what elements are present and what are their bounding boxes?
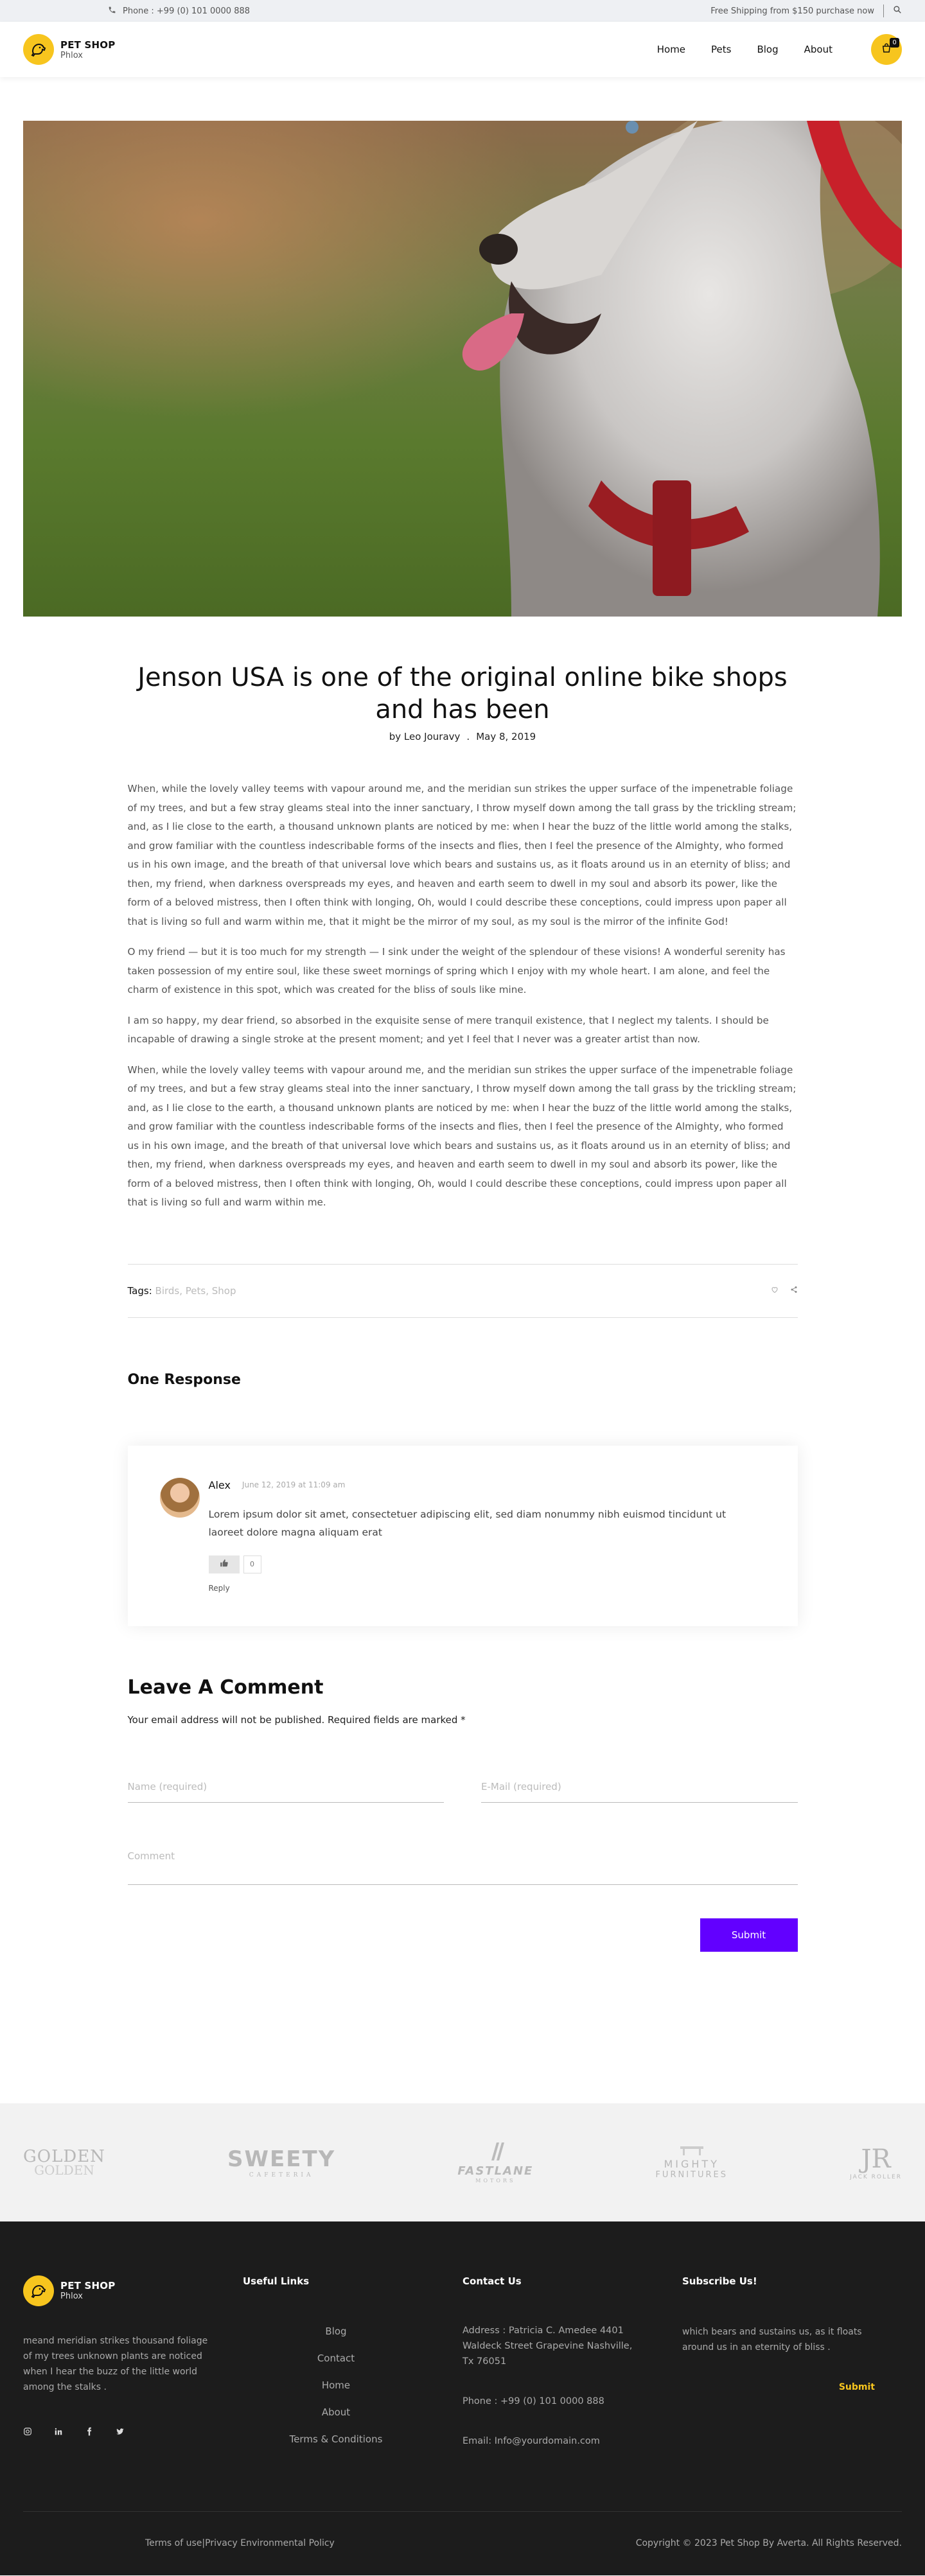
- top-bar: [0, 0, 925, 22]
- brand-logos: [0, 2103, 925, 2221]
- brand-subtitle: MOTORS: [475, 2177, 516, 2184]
- linkedin-icon[interactable]: [54, 2427, 63, 2439]
- brand-subtitle: FURNITURES: [655, 2169, 728, 2180]
- brand-logo[interactable]: [655, 2145, 728, 2180]
- policy-links[interactable]: Terms of use|Privacy Environmental Policy: [145, 2538, 335, 2548]
- comment-text: Lorem ipsum dolor sit amet, consectetuer adipiscing elit, sed diam nonummy nibh euismod tincidunt ut laoreet dolore magna aliquam erat: [208, 1508, 727, 1538]
- footer-link-contact[interactable]: Contact: [317, 2352, 355, 2364]
- leave-comment-title: Leave A Comment: [127, 1676, 324, 1699]
- footer-link-about[interactable]: About: [321, 2406, 351, 2418]
- tags-bar: [128, 1264, 798, 1318]
- thumbs-up-icon: [220, 1558, 229, 1570]
- tag-birds[interactable]: Birds: [155, 1284, 180, 1297]
- divider: [883, 4, 884, 17]
- post-date[interactable]: May 8, 2019: [476, 731, 536, 742]
- brand-logo[interactable]: [457, 2141, 533, 2184]
- dog-logo-icon: [23, 34, 54, 65]
- brand-name: MIGHTY: [664, 2157, 719, 2170]
- submit-button[interactable]: Submit: [700, 1918, 798, 1952]
- footer-link-home[interactable]: Home: [321, 2379, 351, 2391]
- useful-links: [243, 2324, 429, 2446]
- comment-votes: [209, 1555, 761, 1573]
- brand-logo[interactable]: [23, 2147, 105, 2178]
- nav-blog[interactable]: Blog: [757, 44, 779, 55]
- footer-link-blog[interactable]: Blog: [325, 2325, 347, 2337]
- share-icon[interactable]: [790, 1286, 798, 1296]
- subscribe-text: which bears and sustains us, as it floats around us in an eternity of bliss .: [682, 2326, 862, 2353]
- comment-card: [128, 1446, 798, 1626]
- subscribe-title: Subscribe Us!: [682, 2275, 757, 2287]
- post-paragraph: I am so happy, my dear friend, so absorbed in the exquisite sense of mere tranquil existence, that I neglect my talents. I should be incapable of drawing a single stroke at the present moment; and yet I feel that I never was a greater artist than now.: [127, 1014, 769, 1045]
- nav-home[interactable]: Home: [656, 44, 686, 55]
- footer-links-col: [243, 2275, 463, 2473]
- contact-phone: Phone : +99 (0) 101 0000 888: [463, 2396, 604, 2406]
- footer-contact-col: [463, 2275, 682, 2473]
- copyright-text: Copyright © 2023 Pet Shop By Averta. All Rights Reserved.: [635, 2538, 902, 2548]
- brand-name: GOLDEN: [23, 2146, 105, 2166]
- footer-bottom-bar: [23, 2511, 902, 2575]
- contact-address: Address : Patricia C. Amedee 4401 Waldeck Street Grapevine Nashville, Tx 76051: [463, 2325, 633, 2367]
- footer-logo-title: PET SHOP: [60, 2280, 116, 2291]
- brand-logo[interactable]: [227, 2146, 335, 2178]
- social-links: [23, 2427, 243, 2439]
- tag-pets[interactable]: Pets: [185, 1284, 206, 1297]
- brand-name: JR: [861, 2144, 891, 2174]
- post-paragraph: When, while the lovely valley teems with vapour around me, and the meridian sun strikes the upper surface of the impenetrable foliage of my trees, and but a few stray gleams steal into the inner sanctuary, I throw myself down among the tall grass by the trickling stream; and, as I lie close to the earth, a thousand unknown plants are noticed by me: when I hear the buzz of the little world among the stalks, and grow familiar with the countless indescribable forms of the insects and flies, then I feel the presence of the Almighty, who formed us in his own image, and the breath of that universal love which bears and sustains us, as it floats around us in an eternity of bliss; and then, my friend, when darkness overspreads my eyes, and heaven and earth seem to dwell in my soul and absorb its power, like the form of a beloved mistress, then I often think with longing, Oh, would I could describe these conceptions, could impress upon paper all that is living so full and warm within me.: [127, 1064, 797, 1208]
- brand-logo[interactable]: [850, 2144, 902, 2180]
- share-buttons: [771, 1286, 798, 1296]
- facebook-icon[interactable]: [85, 2427, 94, 2439]
- cart-button[interactable]: [871, 34, 902, 65]
- logo-subtitle: Phlox: [60, 50, 83, 60]
- footer-subscribe-col: [682, 2275, 902, 2473]
- cart-count-badge: 0: [890, 38, 899, 48]
- logo-title: PET SHOP: [60, 39, 116, 51]
- name-field[interactable]: Name (required): [128, 1780, 445, 1803]
- nav-pets[interactable]: Pets: [711, 44, 732, 55]
- tag-separator: ,: [179, 1284, 186, 1297]
- contact-email[interactable]: Email: Info@yourdomain.com: [463, 2435, 600, 2446]
- logo[interactable]: [23, 34, 115, 65]
- table-icon: [655, 2145, 728, 2158]
- phone-text: Phone : +99 (0) 101 0000 888: [123, 6, 251, 16]
- instagram-icon[interactable]: [23, 2427, 32, 2439]
- post-author[interactable]: by Leo Jouravy: [389, 731, 461, 742]
- flame-icon: [457, 2141, 533, 2164]
- main-nav: [657, 34, 902, 65]
- site-header: [0, 22, 925, 77]
- meta-separator: .: [466, 731, 470, 742]
- footer-about-text: meand meridian strikes thousand foliage of my trees unknown plants are noticed when I hear the buzz of the little world among the stalks .: [23, 2335, 208, 2392]
- shipping-text: Free Shipping from $150 purchase now: [710, 6, 874, 16]
- contact-title: Contact Us: [463, 2275, 522, 2287]
- footer-about-col: [23, 2275, 243, 2473]
- tag-shop[interactable]: Shop: [211, 1284, 236, 1297]
- post-body: [128, 780, 798, 1213]
- useful-links-title: Useful Links: [243, 2275, 310, 2287]
- required-note: Your email address will not be published. Required fields are marked *: [127, 1713, 466, 1726]
- phone-icon: [108, 6, 116, 17]
- comment-author: Alex: [208, 1478, 231, 1491]
- post-title: Jenson USA is one of the original online bike shops and has been: [137, 663, 788, 724]
- subscribe-submit-button[interactable]: Submit: [838, 2381, 875, 2392]
- tags-label: Tags:: [127, 1284, 152, 1297]
- nav-about[interactable]: About: [804, 44, 833, 55]
- post-paragraph: When, while the lovely valley teems with vapour around me, and the meridian sun strikes the upper surface of the impenetrable foliage of my trees, and but a few stray gleams steal into the inner sanctuary, I throw myself down among the tall grass by the trickling stream; and, as I lie close to the earth, a thousand unknown plants are noticed by me: when I hear the buzz of the little world among the stalks, and grow familiar with the countless indescribable forms of the insects and flies, then I feel the presence of the Almighty, who formed us in his own image, and the breath of that universal love which bears and sustains us, as it floats around us in an eternity of bliss; and then, my friend, when darkness overspreads my eyes, and heaven and earth seem to dwell in my soul and absorb its power, like the form of a beloved mistress, then I often think with longing, Oh, would I could describe these conceptions, could impress upon paper all that is living so full and warm within me, that it might be the mirror of my soul, as my soul is the mirror of the infinite God!: [127, 783, 797, 927]
- responses-title: One Response: [127, 1371, 241, 1388]
- brand-subtitle: JACK ROLLER: [850, 2173, 902, 2180]
- email-field[interactable]: E-Mail (required): [481, 1780, 798, 1803]
- vote-count: 0: [243, 1555, 261, 1573]
- comment-form-row: [128, 1780, 798, 1803]
- twitter-icon[interactable]: [116, 2427, 125, 2439]
- like-button[interactable]: [209, 1555, 240, 1573]
- article: [128, 662, 798, 1952]
- dog-logo-icon: [23, 2275, 54, 2306]
- heart-icon[interactable]: [771, 1286, 779, 1296]
- search-icon[interactable]: [893, 5, 902, 17]
- reply-link[interactable]: Reply: [208, 1583, 230, 1593]
- brand-subtitle: GOLDEN: [34, 2162, 94, 2178]
- comment-date[interactable]: June 12, 2019 at 11:09 am: [242, 1480, 346, 1489]
- hero-image: [23, 121, 902, 617]
- tag-separator: ,: [206, 1284, 212, 1297]
- comment-field[interactable]: Comment: [128, 1850, 798, 1885]
- footer-link-terms[interactable]: Terms & Conditions: [289, 2433, 383, 2445]
- brand-name: FASTLANE: [457, 2164, 534, 2178]
- footer-logo-subtitle: Phlox: [60, 2291, 83, 2301]
- brand-subtitle: CAFETERIA: [249, 2171, 314, 2178]
- site-footer: [0, 2221, 925, 2575]
- post-paragraph: O my friend — but it is too much for my strength — I sink under the weight of the splendour of these visions! A wonderful serenity has taken possession of my entire soul, like these sweet mornings of spring which I enjoy with my whole heart. I am alone, and feel the charm of existence in this spot, which was created for the bliss of souls like mine.: [127, 946, 786, 995]
- brand-name: SWEETY: [227, 2146, 336, 2172]
- post-meta: [128, 731, 798, 742]
- footer-logo[interactable]: [23, 2275, 243, 2306]
- topbar-phone: [108, 6, 250, 17]
- avatar: [160, 1478, 200, 1518]
